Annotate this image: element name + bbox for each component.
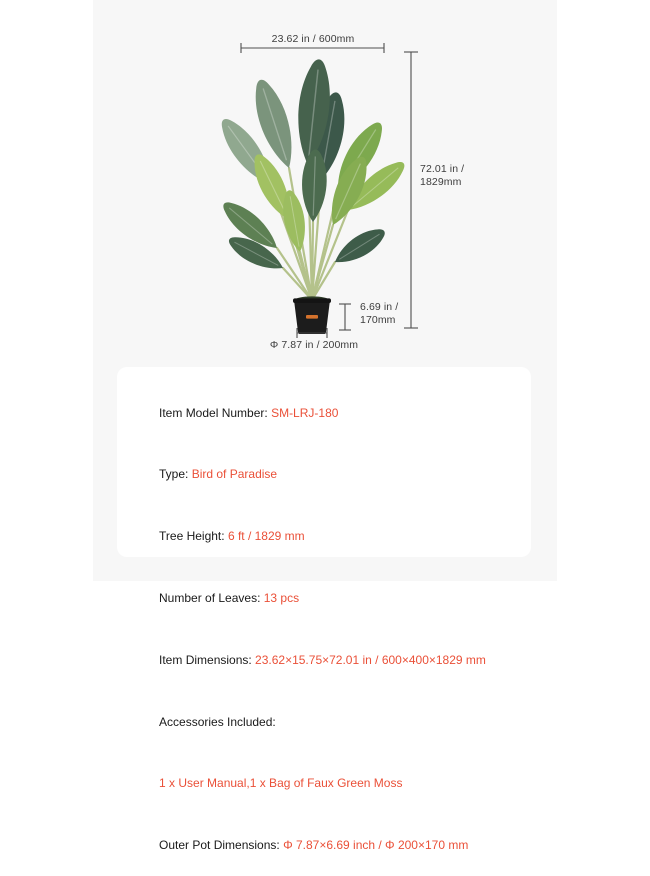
pot-diameter-dimension-label: Φ 7.87 in / 200mm [269, 339, 359, 351]
spec-row-type [139, 444, 509, 506]
spec-label: Accessories Included: [159, 714, 276, 729]
spec-row-outer-pot-dimensions [139, 814, 509, 876]
pot-height-line2: 170mm [360, 314, 396, 326]
spec-label: Item Dimensions: [159, 652, 256, 667]
width-dimension-label: 23.62 in / 600mm [271, 33, 355, 45]
pot-height-line1: 6.69 in / [360, 301, 399, 313]
spec-value: Φ 7.87×6.69 inch / Φ 200×170 mm [283, 838, 469, 853]
height-dimension-line2: 1829mm [420, 176, 462, 188]
spec-row-number-of-leaves [139, 567, 509, 629]
spec-row-model-number [139, 382, 509, 444]
spec-value: Bird of Paradise [191, 467, 278, 482]
spec-row-tree-height [139, 506, 509, 568]
spec-label: Type: [159, 467, 192, 482]
spec-row-item-dimensions [139, 629, 509, 691]
spec-row-accessories-heading [139, 691, 509, 753]
spec-value: 13 pcs [263, 590, 300, 605]
spec-value: 6 ft / 1829 mm [227, 529, 305, 544]
spec-label: Outer Pot Dimensions: [159, 838, 284, 853]
spec-panel [117, 367, 531, 853]
spec-label: Item Model Number: [159, 405, 272, 420]
pot-height-dimension-label [360, 301, 398, 327]
spec-label: Number of Leaves: [159, 590, 264, 605]
spec-row-accessories-list [139, 753, 509, 815]
height-dimension-label [420, 163, 464, 189]
plant-pot [293, 298, 331, 334]
product-image-stage [93, 0, 557, 853]
height-dimension-line1: 72.01 in / [420, 163, 465, 175]
spec-label: Tree Height: [159, 529, 228, 544]
spec-value: 1 x User Manual,1 x Bag of Faux Green Moss [159, 776, 403, 791]
spec-value: SM-LRJ-180 [271, 405, 339, 420]
spec-value: 23.62×15.75×72.01 in / 600×400×1829 mm [255, 652, 486, 667]
pot-logo [306, 315, 318, 319]
